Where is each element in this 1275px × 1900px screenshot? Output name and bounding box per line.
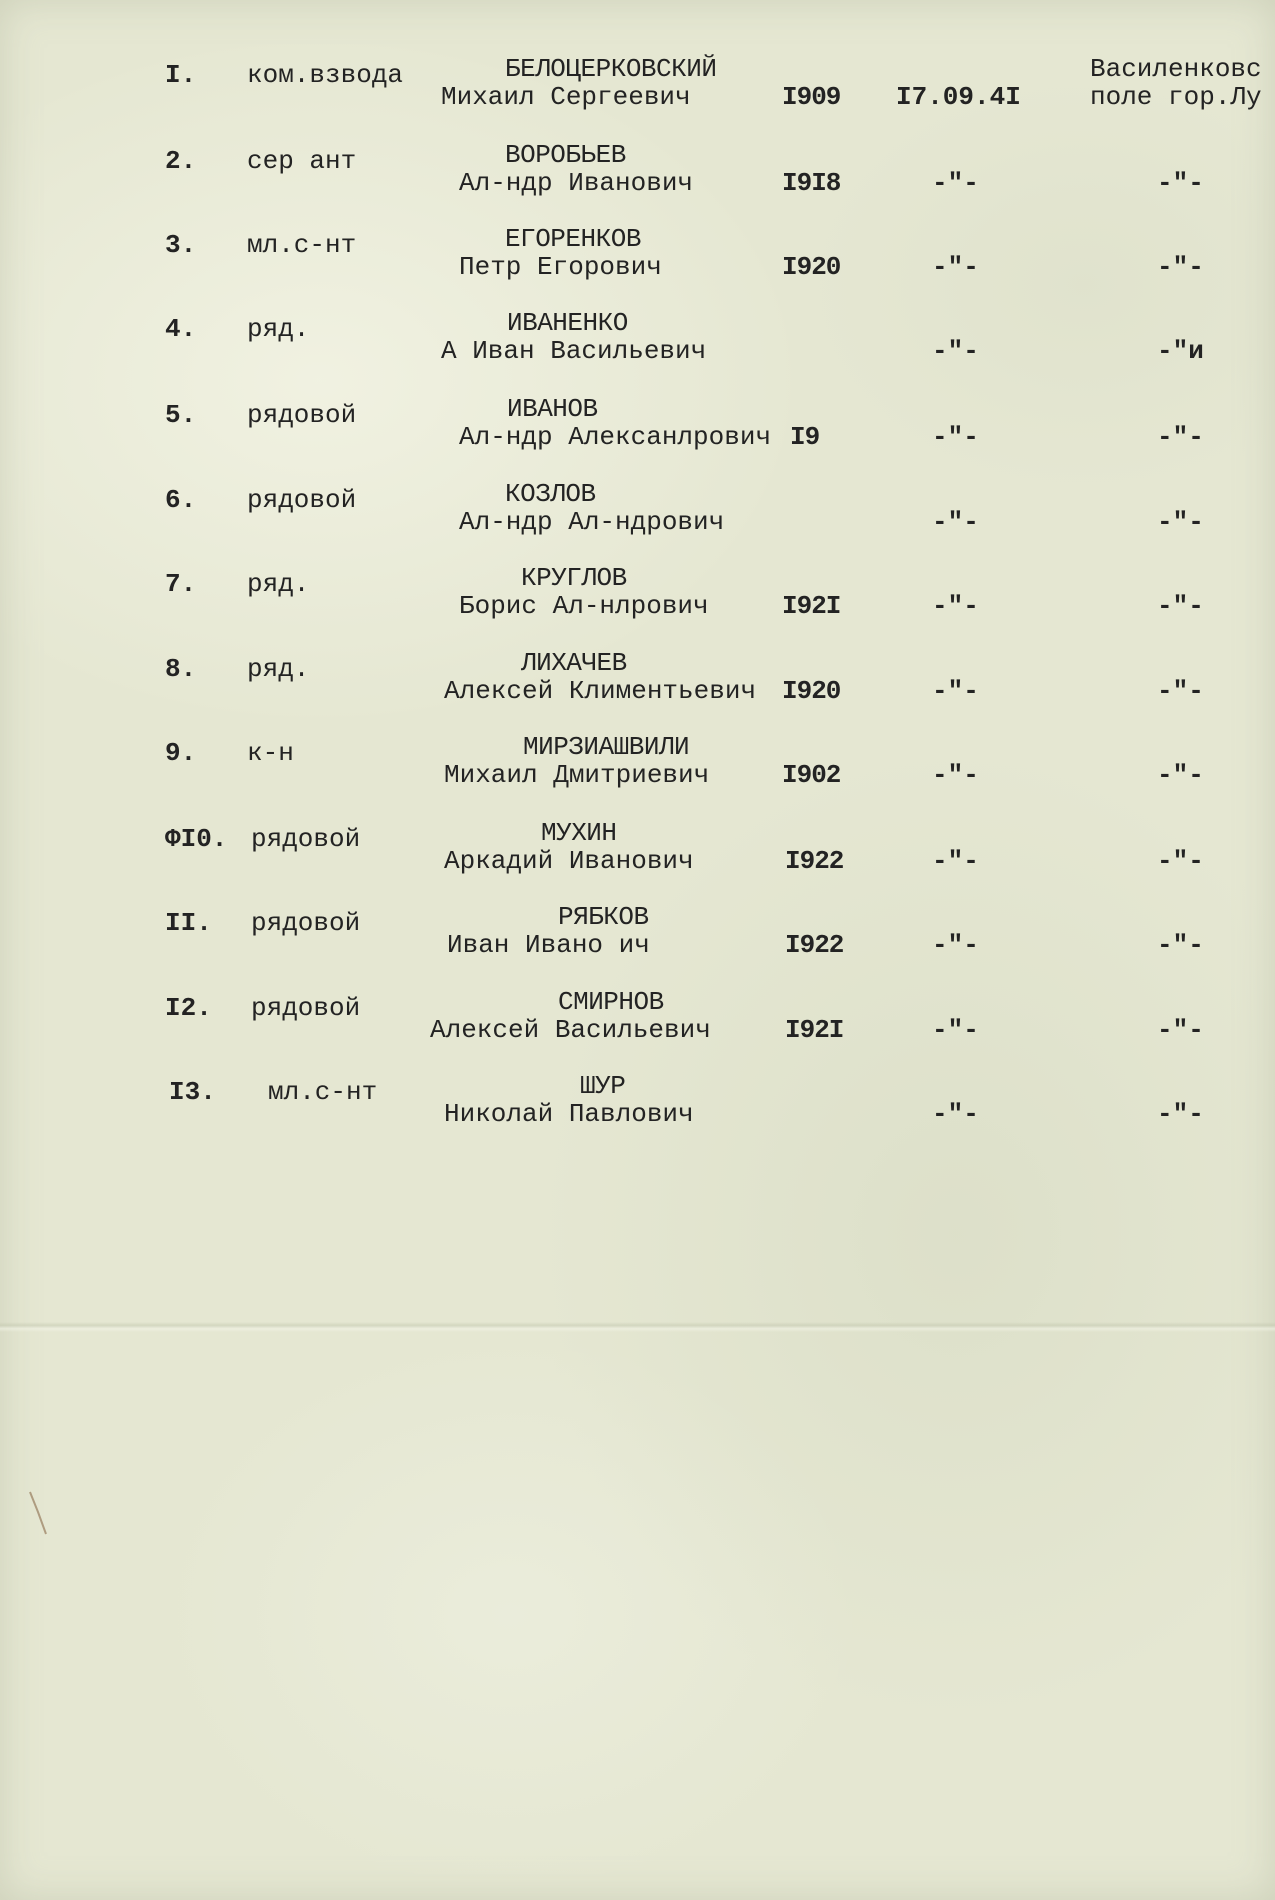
table-row [0, 732, 1275, 794]
birth-year: I92I [785, 1015, 844, 1045]
birth-year: I920 [782, 676, 841, 706]
surname: ИВАНОВ [507, 394, 598, 424]
date-ditto: -"- [932, 1015, 979, 1045]
date-ditto: -"- [932, 422, 979, 452]
birth-year: I9I8 [782, 168, 841, 198]
date-ditto: -"- [932, 336, 979, 366]
row-number: 6. [165, 485, 197, 515]
rank: мл.с-нт [247, 230, 357, 260]
surname: ИВАНЕНКО [507, 308, 628, 338]
row-number: 4. [165, 314, 197, 344]
table-row [0, 563, 1275, 625]
date-ditto: -"- [932, 846, 979, 876]
row-number: 3. [165, 230, 197, 260]
place-ditto: -"- [1157, 422, 1204, 452]
place-ditto: -"- [1157, 930, 1204, 960]
date-ditto: -"- [932, 1099, 979, 1129]
surname: БЕЛОЦЕРКОВСКИЙ [505, 54, 717, 84]
place-ditto: -"и [1157, 336, 1204, 366]
paper-fold-line [0, 1322, 1275, 1332]
date-ditto: -"- [932, 760, 979, 790]
birth-year: I92I [782, 591, 841, 621]
rank: рядовой [251, 824, 361, 854]
place-ditto: -"- [1157, 760, 1204, 790]
given-name: Ал-ндр Ал-ндрович [459, 507, 725, 537]
given-name: Иван Ивано ич [447, 930, 650, 960]
place-line-1: Василенковс [1090, 54, 1262, 84]
row-number: 8. [165, 654, 197, 684]
table-row [0, 902, 1275, 964]
given-name: Борис Ал-нлрович [459, 591, 709, 621]
date-ditto: -"- [932, 507, 979, 537]
given-name: Михаил Дмитриевич [444, 760, 710, 790]
given-name: Петр Егорович [459, 252, 662, 282]
birth-year: I902 [782, 760, 841, 790]
place-line-2: поле гор.Лу [1090, 82, 1262, 112]
date: I7.09.4I [896, 82, 1021, 112]
rank: рядовой [247, 485, 357, 515]
given-name: Ал-ндр Иванович [459, 168, 694, 198]
birth-year: I922 [785, 846, 844, 876]
table-row [0, 1071, 1275, 1133]
row-number: II. [165, 908, 212, 938]
place-ditto: -"- [1157, 1099, 1204, 1129]
surname: СМИРНОВ [558, 987, 664, 1017]
rank: к-н [247, 738, 294, 768]
place-ditto: -"- [1157, 1015, 1204, 1045]
table-row [0, 648, 1275, 710]
table-row [0, 479, 1275, 541]
place-ditto: -"- [1157, 252, 1204, 282]
surname: МУХИН [541, 818, 617, 848]
table-row [0, 394, 1275, 456]
ink-mark [26, 1490, 56, 1540]
date-ditto: -"- [932, 930, 979, 960]
given-name: Михаил Сергеевич [441, 82, 691, 112]
place-ditto: -"- [1157, 846, 1204, 876]
row-number: 2. [165, 146, 197, 176]
table-row [0, 140, 1275, 202]
date-ditto: -"- [932, 591, 979, 621]
table-row [0, 54, 1275, 116]
rank: мл.с-нт [268, 1077, 378, 1107]
given-name: Аркадий Иванович [444, 846, 694, 876]
place-ditto: -"- [1157, 507, 1204, 537]
rank: ряд. [247, 654, 310, 684]
birth-year: I922 [785, 930, 844, 960]
row-number: I2. [165, 993, 212, 1023]
row-number: ФI0. [165, 824, 228, 854]
surname: КОЗЛОВ [505, 479, 596, 509]
row-number: 5. [165, 400, 197, 430]
surname: ЕГОРЕНКОВ [505, 224, 641, 254]
place-ditto: -"- [1157, 676, 1204, 706]
table-row [0, 818, 1275, 880]
rank: ряд. [247, 569, 310, 599]
place-ditto: -"- [1157, 168, 1204, 198]
row-number: I. [165, 60, 197, 90]
given-name: Алексей Васильевич [430, 1015, 711, 1045]
surname: ВОРОБЬЕВ [505, 140, 626, 170]
birth-year: I9 [790, 422, 820, 452]
given-name: Ал-ндр Алексанлрович [459, 422, 772, 452]
given-name: Алексей Климентьевич [444, 676, 757, 706]
row-number: 9. [165, 738, 197, 768]
surname: ЛИХАЧЕВ [521, 648, 627, 678]
place-ditto: -"- [1157, 591, 1204, 621]
given-name: А Иван Васильевич [441, 336, 707, 366]
rank: рядовой [247, 400, 357, 430]
date-ditto: -"- [932, 252, 979, 282]
rank: ком.взвода [247, 60, 404, 90]
rank: рядовой [251, 993, 361, 1023]
table-row [0, 224, 1275, 286]
table-row [0, 308, 1275, 370]
surname: ШУР [580, 1071, 626, 1101]
surname: МИРЗИАШВИЛИ [523, 732, 690, 762]
table-row [0, 987, 1275, 1049]
rank: сер ант [247, 146, 357, 176]
given-name: Николай Павлович [444, 1099, 694, 1129]
rank: ряд. [247, 314, 310, 344]
row-number: 7. [165, 569, 197, 599]
rank: рядовой [251, 908, 361, 938]
surname: РЯБКОВ [558, 902, 649, 932]
date-ditto: -"- [932, 676, 979, 706]
surname: КРУГЛОВ [521, 563, 627, 593]
row-number: I3. [169, 1077, 216, 1107]
birth-year: I909 [782, 82, 841, 112]
date-ditto: -"- [932, 168, 979, 198]
birth-year: I920 [782, 252, 841, 282]
